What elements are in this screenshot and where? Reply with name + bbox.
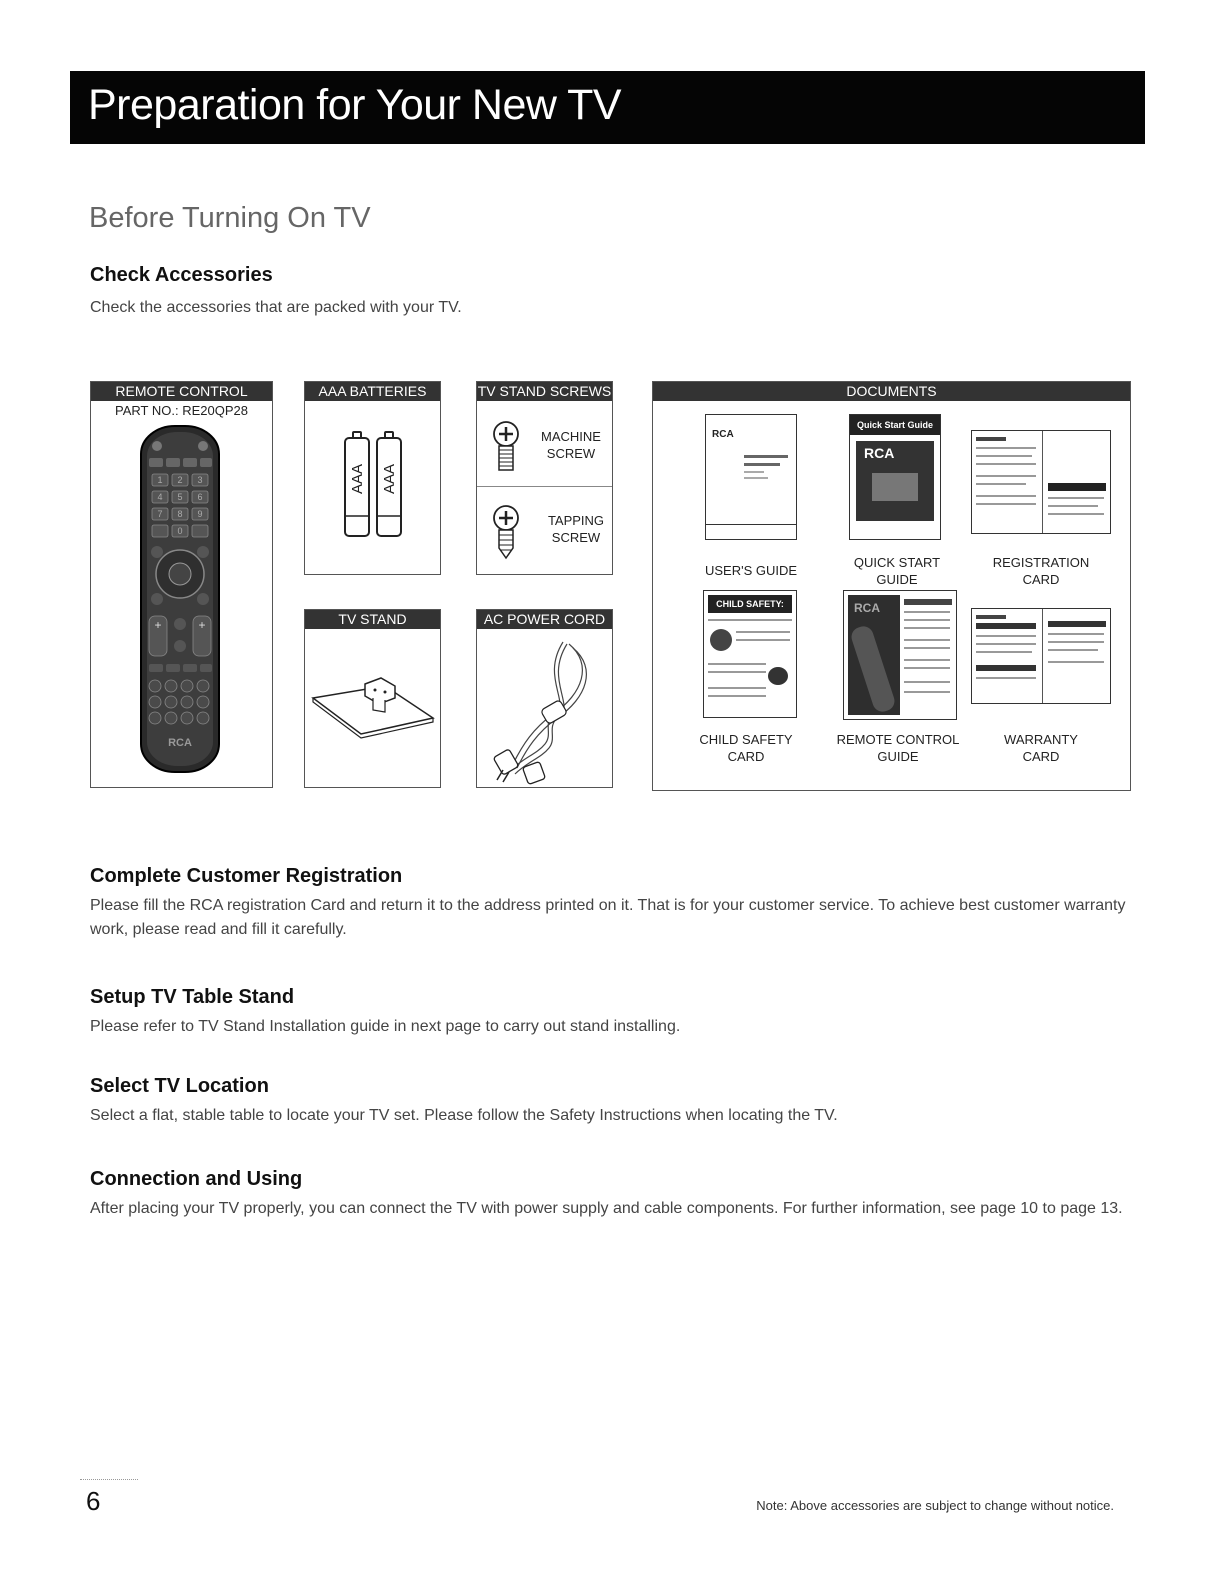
stand-setup-heading: Setup TV Table Stand [90,986,295,1008]
svg-text:4: 4 [157,492,163,502]
remote-control-header: REMOTE CONTROL [91,382,272,401]
registration-card-image [971,430,1111,534]
ac-power-cord-header: AC POWER CORD [477,610,612,629]
svg-text:AAA: AAA [349,463,366,494]
aaa-batteries-header: AAA BATTERIES [305,382,440,401]
svg-text:5: 5 [177,492,183,502]
machine-screw-label: MACHINE SCREW [541,429,601,461]
svg-text:0: 0 [177,526,183,536]
registration-text: Please fill the RCA registration Card and return it to the address printed on it. That is for your customer service. To achieve best customer warranty work, please read and fill it carefully. [90,897,1126,938]
tv-stand-box [304,609,441,788]
connection-heading: Connection and Using [90,1168,303,1190]
tapping-screw-icon [489,504,523,560]
users-guide-image: RCA [705,414,797,540]
users-guide-label: USER'S GUIDE [704,563,798,578]
remote-control-image [139,424,221,774]
tv-stand-screws-header: TV STAND SCREWS [477,383,612,399]
svg-text:2: 2 [177,475,183,485]
remote-brand-logo: RCA [168,737,192,749]
svg-text:+: + [198,618,206,632]
tv-stand-screws-box [476,381,613,575]
location-heading: Select TV Location [90,1075,269,1097]
registration-card-label: REGISTRATION CARD [992,555,1090,587]
svg-text:AAA: AAA [381,463,398,494]
svg-text:8: 8 [177,509,183,519]
child-safety-card-label: CHILD SAFETY CARD [699,732,793,764]
remote-control-guide-label: REMOTE CONTROL GUIDE [836,732,960,764]
svg-text:1: 1 [157,475,163,485]
connection-text: After placing your TV properly, you can connect the TV with power supply and cable components. For further information, see page 10 to page 13. [90,1200,1123,1217]
ac-power-cord-box [476,609,613,788]
svg-text:3: 3 [197,475,203,485]
remote-control-box [90,381,273,788]
tv-stand-header: TV STAND [305,610,440,629]
check-accessories-text: Check the accessories that are packed with your TV. [90,299,462,316]
remote-control-guide-image: RCA [843,590,957,720]
tapping-screw-label: TAPPING SCREW [547,513,605,545]
documents-box [652,381,1131,791]
battery-icon [341,430,411,540]
machine-screw-icon [489,420,523,472]
aaa-batteries-box [304,381,441,575]
page-number: 6 [86,1486,101,1516]
footer-rule [80,1479,138,1480]
warranty-card-label: WARRANTY CARD [1004,732,1078,764]
section-title: Before Turning On TV [89,202,371,234]
tv-stand-icon [309,668,437,748]
svg-text:6: 6 [197,492,203,502]
check-accessories-heading: Check Accessories [90,264,273,286]
quick-start-guide-image: Quick Start Guide RCA [849,414,941,540]
svg-text:9: 9 [197,509,203,519]
svg-text:7: 7 [157,509,163,519]
registration-heading: Complete Customer Registration [90,865,403,887]
documents-header: DOCUMENTS [653,382,1130,401]
location-text: Select a flat, stable table to locate your TV set. Please follow the Safety Instructions when locating the TV. [90,1107,838,1124]
child-safety-card-image: CHILD SAFETY: [703,590,797,718]
header-banner [70,71,1145,144]
remote-part-number: PART NO.: RE20QP28 [115,403,248,418]
footer-note: Note: Above accessories are subject to change without notice. [756,1498,1114,1513]
power-cord-icon [483,634,607,786]
svg-text:+: + [154,618,162,632]
warranty-card-image [971,608,1111,704]
page-title: Preparation for Your New TV [88,81,622,129]
quick-start-guide-label: QUICK START GUIDE [853,555,941,587]
stand-setup-text: Please refer to TV Stand Installation guide in next page to carry out stand installing. [90,1018,681,1035]
